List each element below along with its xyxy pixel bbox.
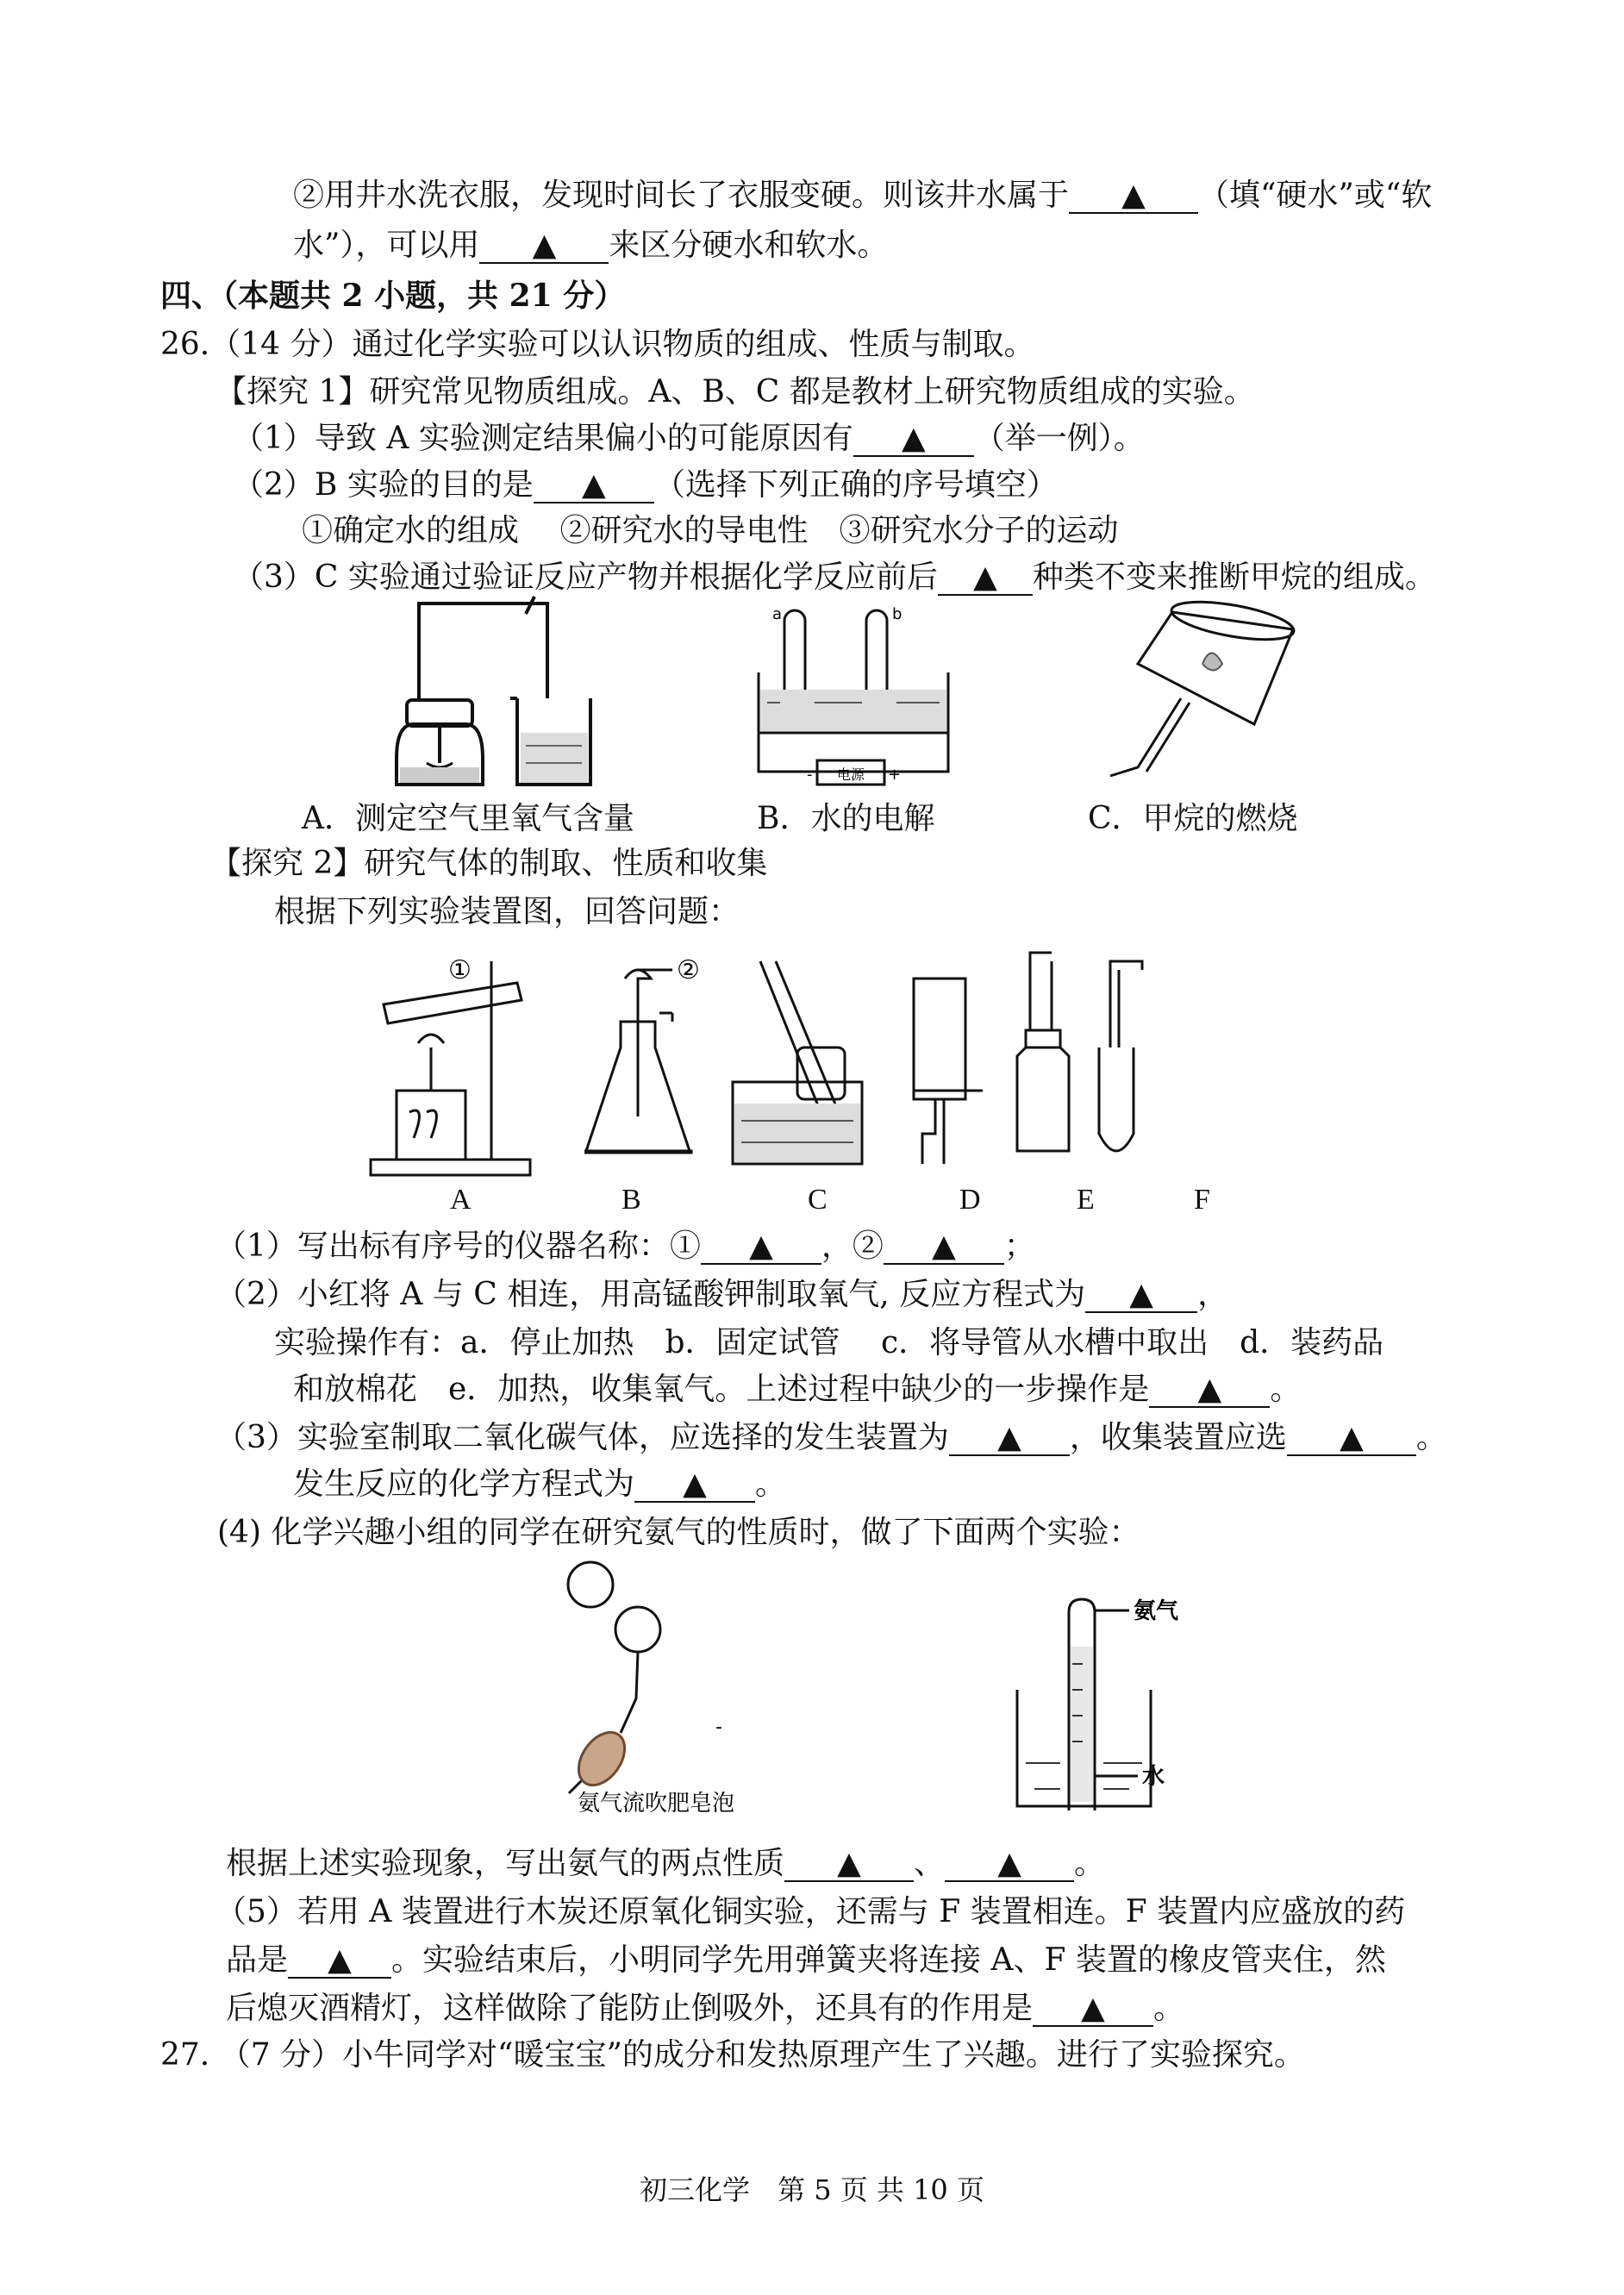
minus-label: - <box>807 766 813 784</box>
text: （2）B 实验的目的是 <box>233 467 534 503</box>
text: （3）实验室制取二氧化碳气体，应选择的发生装置为 <box>215 1420 949 1455</box>
plus-label: + <box>888 766 902 784</box>
water-label: 水 <box>1142 1764 1165 1790</box>
answer-blank[interactable]: ▲ <box>534 469 654 503</box>
explore-1-options: ①确定水的组成 ②研究水的导电性 ③研究水分子的运动 <box>302 513 1119 548</box>
caption-c: C．甲烷的燃烧 <box>1088 801 1298 836</box>
explore-2-q2-ops: 实验操作有：a．停止加热 b．固定试管 c．将导管从水槽中取出 d．装药品 <box>274 1325 1384 1360</box>
line-1 <box>293 177 1432 215</box>
apparatus-label-f: F <box>1194 1184 1210 1216</box>
apparatus-label-c: C <box>808 1184 828 1216</box>
explore-2-q3 <box>215 1419 1447 1457</box>
explore-2-q5-line2 <box>226 1942 1386 1979</box>
answer-blank[interactable]: ▲ <box>945 1848 1074 1882</box>
label-b: b <box>892 605 903 623</box>
text: 品是 <box>226 1942 289 1978</box>
answer-blank[interactable]: ▲ <box>701 1230 821 1265</box>
text: 。 <box>755 1466 787 1502</box>
caption-b: B．水的电解 <box>757 801 935 836</box>
answer-blank[interactable]: ▲ <box>884 1230 1004 1265</box>
text: 发生反应的化学方程式为 <box>293 1466 635 1502</box>
figure-apparatus-set <box>362 944 1336 1220</box>
text: 根据上述实验现象，写出氨气的两点性质 <box>226 1846 785 1881</box>
label-circ1: ① <box>448 955 472 985</box>
explore-1: 【探究 1】研究常见物质组成。A、B、C 都是教材上研究物质组成的实验。 <box>215 374 1255 410</box>
text: ，收集装置应选 <box>1069 1420 1287 1455</box>
text: （填“硬水”或“软 <box>1198 178 1433 213</box>
answer-blank[interactable]: ▲ <box>853 422 974 457</box>
bubble-caption: 氨气流吹肥皂泡 <box>578 1791 735 1817</box>
answer-blank[interactable]: ▲ <box>288 1944 391 1979</box>
question-27: 27. （7 分）小牛同学对“暖宝宝”的成分和发热原理产生了兴趣。进行了实验探究。 <box>160 2037 1305 2073</box>
text: 来区分硬水和软水。 <box>609 228 889 263</box>
answer-blank[interactable]: ▲ <box>1069 179 1198 214</box>
answer-blank[interactable]: ▲ <box>949 1422 1070 1456</box>
answer-blank[interactable]: ▲ <box>634 1468 755 1503</box>
explore-2-q4-answer <box>226 1845 1105 1883</box>
answer-blank[interactable]: ▲ <box>1085 1279 1197 1313</box>
label-circ2: ② <box>677 955 700 985</box>
figure-ammonia-tube <box>1000 1595 1259 1828</box>
text: 。实验结束后，小明同学先用弹簧夹将连接 A、F 装置的橡皮管夹住，然 <box>391 1942 1386 1978</box>
apparatus-label-d: D <box>959 1184 981 1216</box>
text: ， <box>1197 1277 1229 1312</box>
text: 水”），可以用 <box>293 228 480 263</box>
answer-blank[interactable]: ▲ <box>1033 1992 1153 2027</box>
text: ②用井水洗衣服，发现时间长了衣服变硬。则该井水属于 <box>293 178 1070 213</box>
apparatus-label-e: E <box>1077 1184 1095 1216</box>
explore-2-intro: 根据下列实验装置图，回答问题： <box>274 894 740 929</box>
apparatus-label-b: B <box>621 1184 641 1216</box>
text: 种类不变来推断甲烷的组成。 <box>1032 560 1436 595</box>
answer-blank[interactable]: ▲ <box>1149 1373 1270 1408</box>
answer-blank[interactable]: ▲ <box>1287 1422 1416 1456</box>
caption-a: A．测定空气里氧气含量 <box>302 801 634 836</box>
power-label: 电源 <box>836 766 865 783</box>
explore-1-q1 <box>233 420 1145 458</box>
text: 、 <box>914 1846 946 1881</box>
text: 。 <box>1074 1846 1106 1881</box>
explore-2-q2 <box>215 1276 1228 1314</box>
explore-2-q1 <box>215 1228 1035 1266</box>
answer-blank[interactable]: ▲ <box>479 229 609 264</box>
label-a: a <box>772 605 783 623</box>
text: （举一例）。 <box>973 421 1145 456</box>
ammonia-label: 氨气 <box>1134 1598 1179 1624</box>
explore-2: 【探究 2】研究气体的制取、性质和收集 <box>210 846 768 881</box>
explore-2-q4: (4) 化学兴趣小组的同学在研究氨气的性质时，做了下面两个实验： <box>217 1515 1140 1550</box>
explore-1-q2 <box>233 466 1058 504</box>
figure-soap-bubble <box>534 1560 845 1819</box>
page-footer: 初三化学 第 5 页 共 10 页 <box>640 2173 984 2206</box>
text: （选择下列正确的序号填空） <box>653 467 1058 503</box>
apparatus-label-a: A <box>450 1184 472 1216</box>
answer-blank[interactable]: ▲ <box>938 561 1033 596</box>
explore-2-q5: （5）若用 A 装置进行木炭还原氧化铜实验，还需与 F 装置相连。F 装置内应盛放的药 <box>215 1894 1406 1929</box>
text: 和放棉花 e．加热，收集氧气。上述过程中缺少的一步操作是 <box>293 1372 1150 1407</box>
text: （1）导致 A 实验测定结果偏小的可能原因有 <box>233 421 853 456</box>
explore-2-q3-eq <box>293 1466 786 1504</box>
stray-mark: - <box>715 1717 722 1738</box>
line-2 <box>293 227 888 265</box>
text: 后熄灭酒精灯，这样做除了能防止倒吸外，还具有的作用是 <box>226 1991 1034 2026</box>
text: （1）写出标有序号的仪器名称：① <box>215 1229 701 1264</box>
question-26: 26.（14 分）通过化学实验可以认识物质的组成、性质与制取。 <box>160 327 1035 362</box>
explore-1-q3 <box>233 559 1436 597</box>
explore-2-q2-missing <box>293 1371 1301 1409</box>
figure-electrolysis <box>741 595 965 793</box>
text: （3）C 实验通过验证反应产物并根据化学反应前后 <box>233 560 938 595</box>
answer-blank[interactable]: ▲ <box>784 1848 914 1882</box>
figure-oxygen-apparatus <box>379 595 690 793</box>
explore-2-q5-line3 <box>226 1990 1184 2028</box>
figure-methane <box>1103 595 1310 793</box>
text: 。 <box>1415 1420 1447 1455</box>
text: ，② <box>821 1229 884 1264</box>
text: ； <box>1003 1229 1035 1264</box>
text: 。 <box>1153 1991 1185 2026</box>
section-4-heading: 四、（本题共 2 小题，共 21 分） <box>160 278 626 314</box>
text: 。 <box>1270 1372 1302 1407</box>
text: （2）小红将 A 与 C 相连，用高锰酸钾制取氧气, 反应方程式为 <box>215 1277 1086 1312</box>
